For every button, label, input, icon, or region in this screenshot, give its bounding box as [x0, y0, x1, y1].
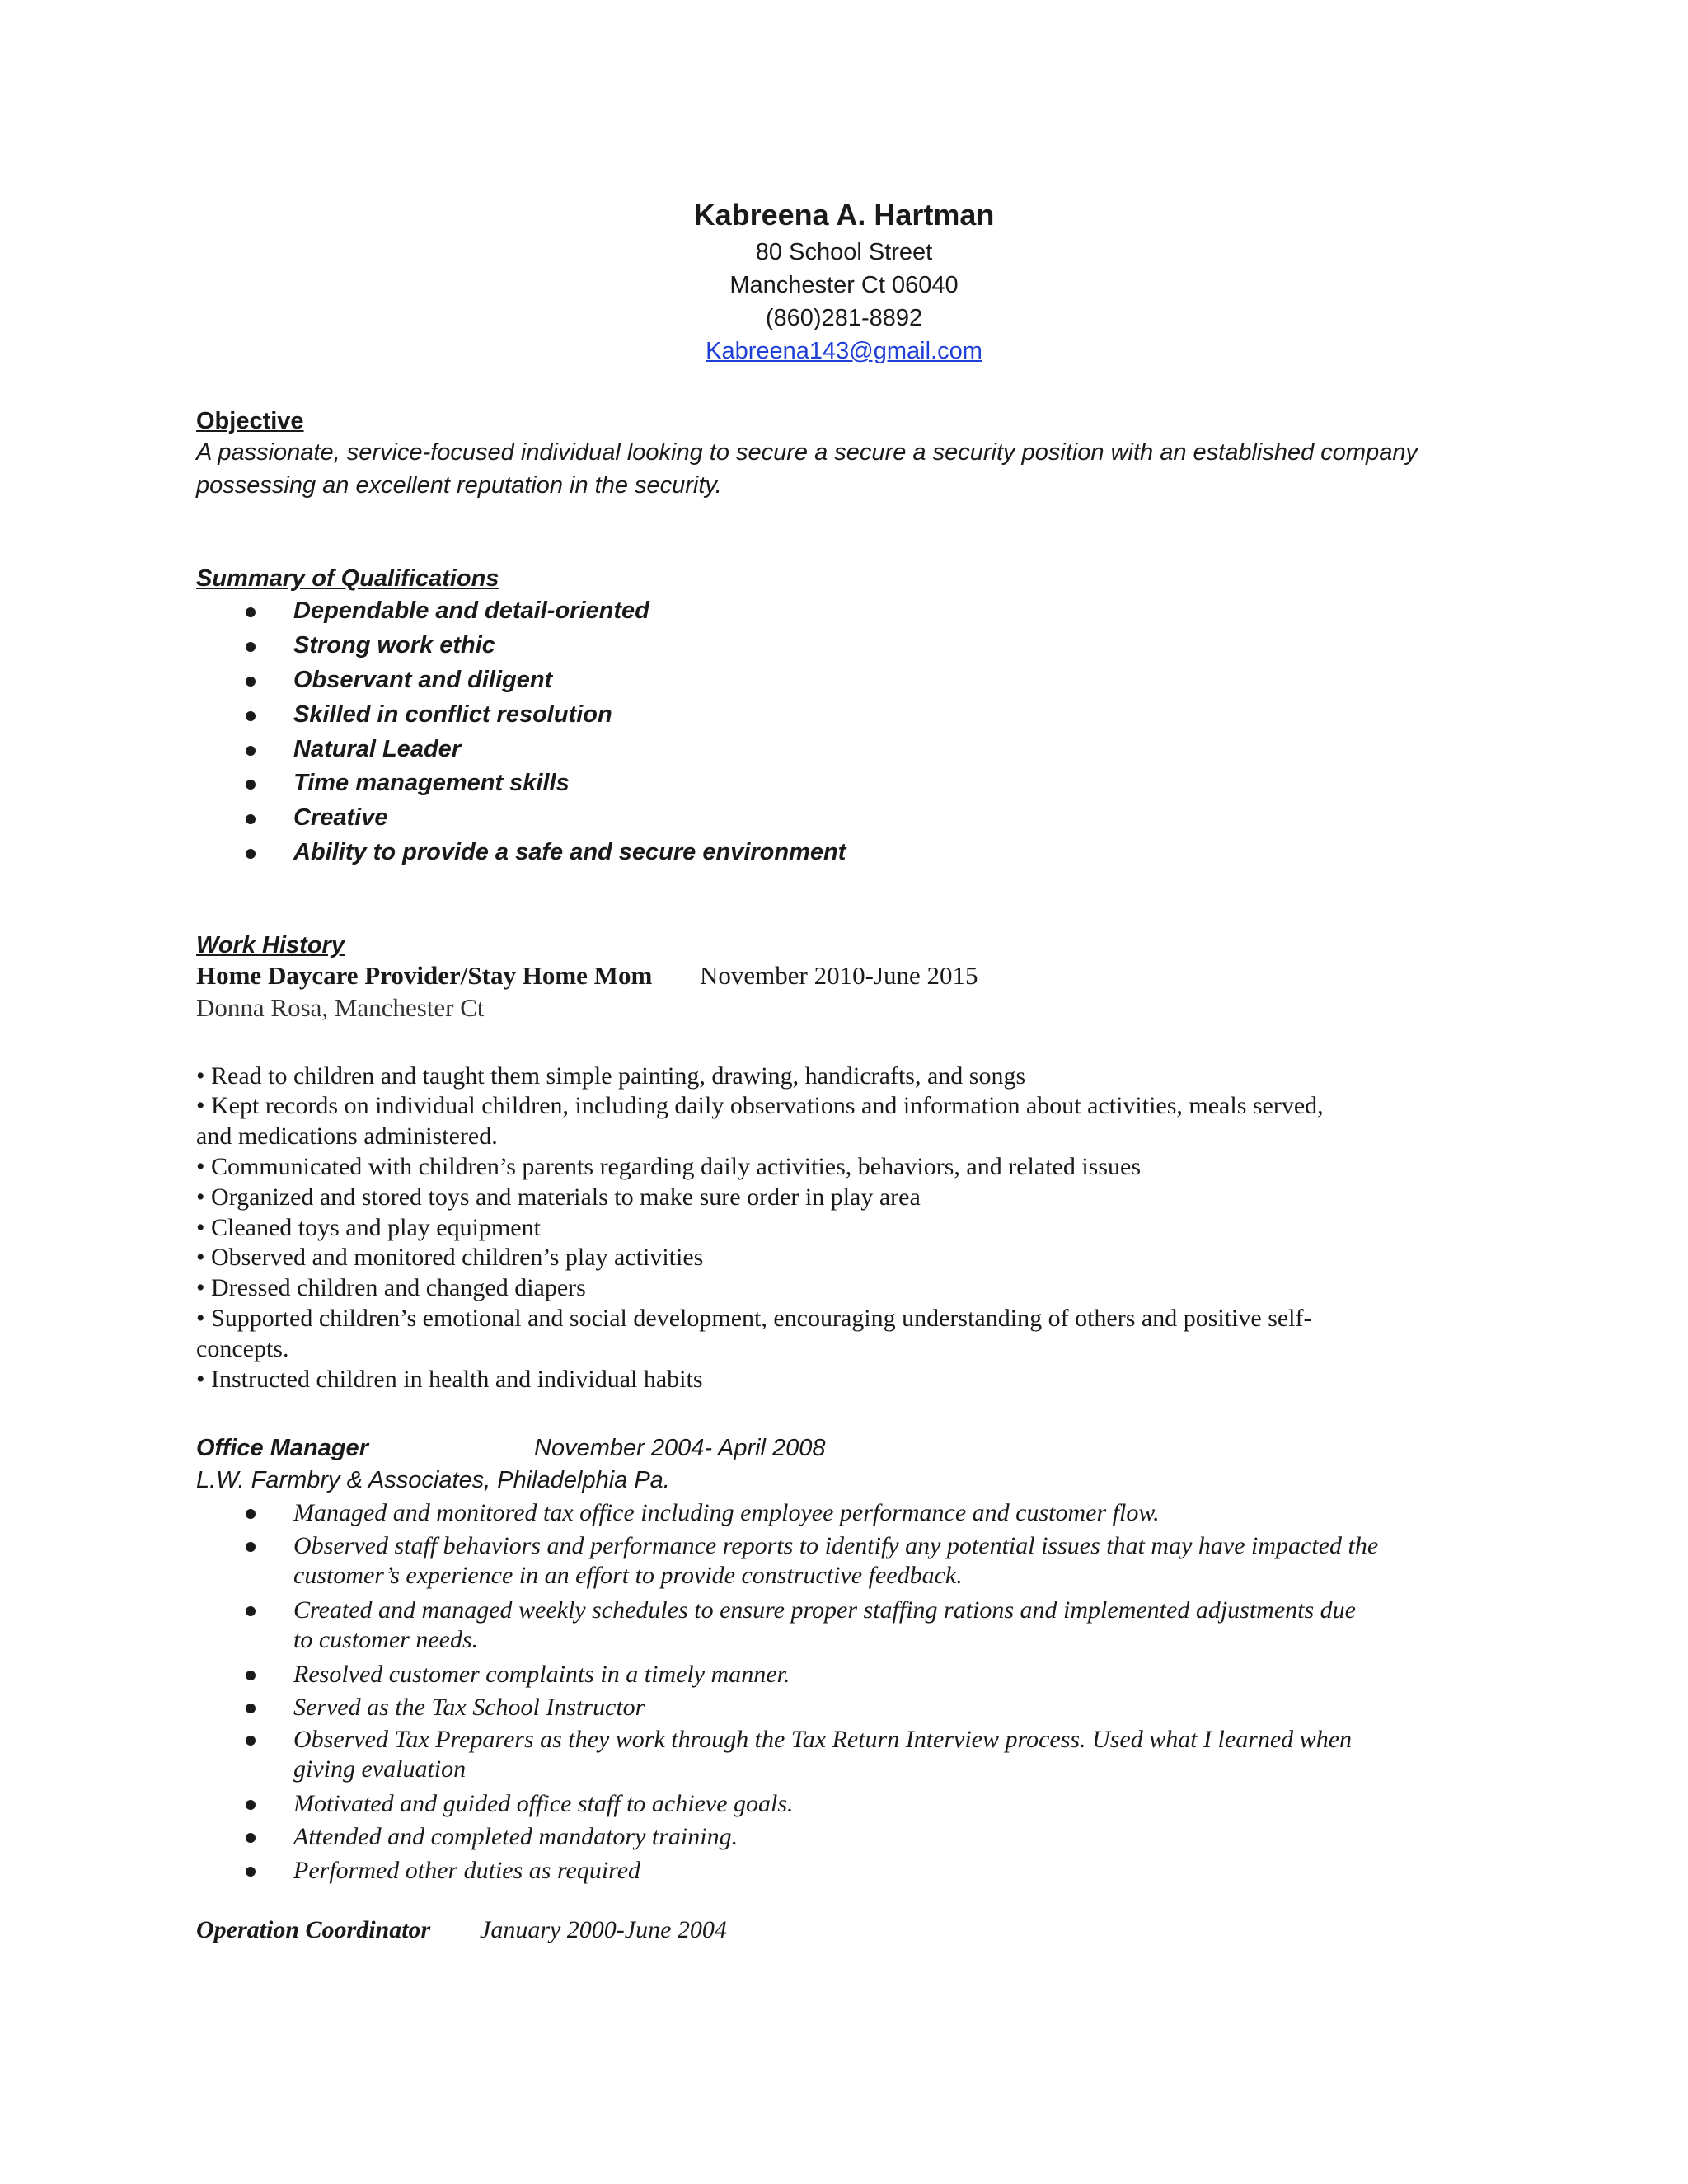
email-link[interactable]	[0, 338, 1688, 365]
duty-item-continued: to customer needs.	[293, 1626, 479, 1653]
qualification-item: Natural Leader	[293, 736, 462, 762]
duty-line: • Supported children’s emotional and social development, encouraging understanding of others and positive self-	[196, 1305, 1312, 1332]
duty-item: Performed other duties as required	[293, 1857, 641, 1884]
job-title-daycare: Home Daycare Provider/Stay Home Mom	[196, 961, 653, 990]
duty-line: • Observed and monitored children’s play activities	[196, 1244, 704, 1271]
duty-item: Created and managed weekly schedules to ensure proper staffing rations and implemented adjustments due	[293, 1596, 1356, 1624]
qualification-item: Skilled in conflict resolution	[293, 701, 612, 728]
bullet-icon	[246, 1704, 256, 1713]
bullet-icon	[246, 1736, 256, 1746]
work-history-heading: Work History	[196, 932, 345, 958]
bullet-icon	[246, 1542, 256, 1552]
duty-line: • Instructed children in health and individual habits	[196, 1366, 703, 1393]
bullet-icon	[246, 1800, 256, 1810]
bullet-icon	[246, 1606, 256, 1616]
phone-number: (860)281-8892	[765, 305, 923, 331]
candidate-name: Kabreena A. Hartman	[693, 198, 995, 232]
job-dates-daycare: November 2010-June 2015	[700, 961, 978, 990]
street-address: 80 School Street	[755, 239, 933, 265]
duty-item: Motivated and guided office staff to achieve goals.	[293, 1790, 794, 1817]
job-title-operation-coordinator: Operation Coordinator	[196, 1916, 431, 1943]
duty-item: Attended and completed mandatory training.	[293, 1823, 738, 1850]
job-location-office-manager: L.W. Farmbry & Associates, Philadelphia Pa.	[196, 1467, 670, 1493]
bullet-icon	[246, 814, 256, 824]
job-dates-office-manager: November 2004- April 2008	[534, 1435, 826, 1461]
duty-item: Managed and monitored tax office including employee performance and customer flow.	[293, 1499, 1160, 1526]
objective-text-line-1: A passionate, service-focused individual looking to secure a secure a security position with an established company	[196, 439, 1418, 466]
bullet-icon	[246, 746, 256, 756]
objective-text-line-2: possessing an excellent reputation in the security.	[196, 472, 722, 499]
duty-item: Served as the Tax School Instructor	[293, 1694, 645, 1721]
duty-line: • Dressed children and changed diapers	[196, 1274, 586, 1301]
qualification-item: Dependable and detail-oriented	[293, 598, 649, 624]
job-dates-operation-coordinator: January 2000-June 2004	[480, 1916, 727, 1943]
bullet-icon	[246, 1833, 256, 1843]
qualification-item: Creative	[293, 804, 388, 831]
bullet-icon	[246, 642, 256, 652]
duty-line: • Read to children and taught them simple painting, drawing, handicrafts, and songs	[196, 1062, 1026, 1090]
duty-line: concepts.	[196, 1335, 289, 1362]
duty-line: • Cleaned toys and play equipment	[196, 1214, 541, 1241]
bullet-icon	[246, 1671, 256, 1680]
city-state-zip: Manchester Ct 06040	[729, 272, 959, 298]
duty-line: • Communicated with children’s parents regarding daily activities, behaviors, and related issues	[196, 1153, 1142, 1180]
bullet-icon	[246, 780, 256, 790]
duty-item: Observed Tax Preparers as they work through the Tax Return Interview process. Used what I learned when	[293, 1726, 1353, 1753]
duty-item-continued: customer’s experience in an effort to provide constructive feedback.	[293, 1562, 963, 1589]
bullet-icon	[246, 677, 256, 687]
duty-line: and medications administered.	[196, 1122, 498, 1150]
bullet-icon	[246, 711, 256, 721]
qualification-item: Observant and diligent	[293, 667, 553, 693]
bullet-icon	[246, 1509, 256, 1519]
qualification-item: Time management skills	[293, 770, 570, 796]
duty-item: Resolved customer complaints in a timely manner.	[293, 1661, 790, 1688]
objective-heading: Objective	[196, 408, 304, 434]
duty-item: Observed staff behaviors and performance reports to identify any potential issues that may have impacted the	[293, 1532, 1379, 1559]
bullet-icon	[246, 849, 256, 859]
duty-line: • Kept records on individual children, including daily observations and information about activities, meals served,	[196, 1092, 1324, 1119]
qualification-item: Ability to provide a safe and secure environment	[293, 839, 846, 865]
bullet-icon	[246, 607, 256, 617]
duty-item-continued: giving evaluation	[293, 1755, 467, 1783]
qualification-item: Strong work ethic	[293, 632, 495, 658]
job-location-daycare: Donna Rosa, Manchester Ct	[196, 993, 485, 1022]
duty-line: • Organized and stored toys and materials to make sure order in play area	[196, 1183, 921, 1211]
qualifications-heading: Summary of Qualifications	[196, 565, 499, 592]
bullet-icon	[246, 1867, 256, 1877]
email-text[interactable]: Kabreena143@gmail.com	[706, 338, 982, 364]
job-title-office-manager: Office Manager	[196, 1435, 368, 1461]
